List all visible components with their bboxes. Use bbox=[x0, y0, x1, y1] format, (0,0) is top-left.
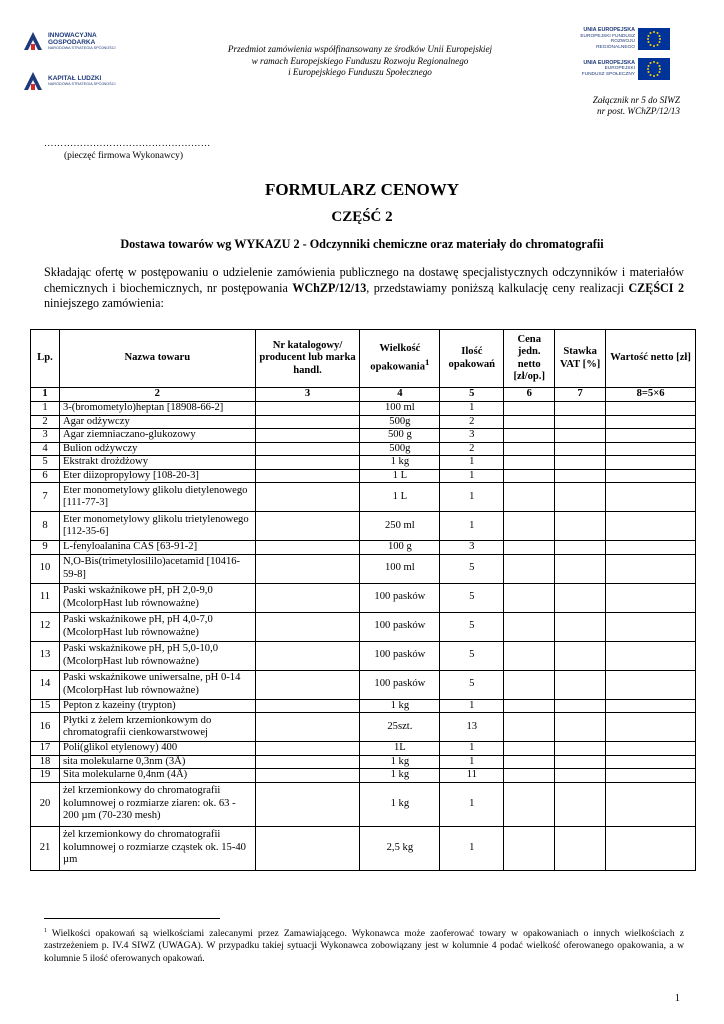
col-num-6: 6 bbox=[504, 388, 555, 402]
row-size: 1 kg bbox=[360, 699, 440, 713]
row-lp: 15 bbox=[31, 699, 60, 713]
row-name: N,O-Bis(trimetylosililo)acetamid [10416-59-8] bbox=[59, 554, 255, 583]
document-subject: Dostawa towarów wg WYKAZU 2 - Odczynniki chemiczne oraz materiały do chromatografii bbox=[120, 237, 604, 251]
row-qty: 1 bbox=[440, 826, 504, 870]
row-lp: 6 bbox=[31, 469, 60, 483]
row-lp: 14 bbox=[31, 670, 60, 699]
row-value[interactable] bbox=[606, 670, 696, 699]
row-vat[interactable] bbox=[555, 826, 606, 870]
row-vat[interactable] bbox=[555, 769, 606, 783]
row-lp: 2 bbox=[31, 415, 60, 429]
row-value[interactable] bbox=[606, 415, 696, 429]
ig-line1: INNOWACYJNA bbox=[48, 31, 97, 39]
row-lp: 4 bbox=[31, 442, 60, 456]
row-lp: 9 bbox=[31, 541, 60, 555]
footnote-mark: 1 bbox=[44, 928, 47, 934]
cofinancing-header bbox=[200, 44, 520, 79]
row-size: 100 g bbox=[360, 541, 440, 555]
row-price[interactable] bbox=[504, 512, 555, 541]
row-qty: 11 bbox=[440, 769, 504, 783]
table-row bbox=[31, 554, 696, 583]
row-catalog[interactable] bbox=[255, 583, 360, 612]
row-price[interactable] bbox=[504, 483, 555, 512]
table-row bbox=[31, 612, 696, 641]
row-size: 100 ml bbox=[360, 554, 440, 583]
table-row bbox=[31, 512, 696, 541]
row-value[interactable] bbox=[606, 512, 696, 541]
row-vat[interactable] bbox=[555, 583, 606, 612]
row-qty: 5 bbox=[440, 554, 504, 583]
row-value[interactable] bbox=[606, 826, 696, 870]
header-line2: w ramach Europejskiego Funduszu Rozwoju Regionalnego bbox=[251, 55, 469, 66]
logo-eu-efrr bbox=[560, 28, 670, 50]
row-qty: 1 bbox=[440, 512, 504, 541]
table-row bbox=[31, 483, 696, 512]
row-size: 2,5 kg bbox=[360, 826, 440, 870]
row-catalog[interactable] bbox=[255, 512, 360, 541]
row-value[interactable] bbox=[606, 541, 696, 555]
row-lp: 13 bbox=[31, 641, 60, 670]
row-vat[interactable] bbox=[555, 541, 606, 555]
document-subtitle: CZĘŚĆ 2 bbox=[331, 209, 393, 225]
table-row bbox=[31, 469, 696, 483]
row-qty: 3 bbox=[440, 429, 504, 443]
annex-line1: Załącznik nr 5 do SIWZ bbox=[592, 95, 680, 105]
col-num-1: 1 bbox=[31, 388, 60, 402]
eu-flag-icon bbox=[638, 58, 670, 80]
row-size: 1 kg bbox=[360, 769, 440, 783]
row-name: żel krzemionkowy do chromatografii kolumnowej o rozmiarze ziaren: ok. 63 - 200 µm (70-230 mesh) bbox=[59, 782, 255, 826]
row-catalog[interactable] bbox=[255, 742, 360, 756]
row-qty: 2 bbox=[440, 415, 504, 429]
row-qty: 3 bbox=[440, 541, 504, 555]
row-size: 500g bbox=[360, 415, 440, 429]
table-row bbox=[31, 699, 696, 713]
eu2-line3: FUNDUSZ SPOŁECZNY bbox=[581, 71, 635, 77]
table-row bbox=[31, 541, 696, 555]
table-row bbox=[31, 769, 696, 783]
row-vat[interactable] bbox=[555, 699, 606, 713]
row-name: Paski wskaźnikowe uniwersalne, pH 0-14 (McolorpHast lub równoważne) bbox=[59, 670, 255, 699]
row-name: Ekstrakt drożdżowy bbox=[59, 456, 255, 470]
row-catalog[interactable] bbox=[255, 755, 360, 769]
intro-paragraph bbox=[44, 265, 684, 312]
table-row bbox=[31, 641, 696, 670]
row-size: 100 pasków bbox=[360, 612, 440, 641]
row-price[interactable] bbox=[504, 583, 555, 612]
row-name: Paski wskaźnikowe pH, pH 5,0-10,0 (McolorpHast lub równoważne) bbox=[59, 641, 255, 670]
header-price: Cena jedn. netto [zł/op.] bbox=[504, 330, 555, 388]
row-catalog[interactable] bbox=[255, 402, 360, 416]
row-catalog[interactable] bbox=[255, 541, 360, 555]
row-value[interactable] bbox=[606, 469, 696, 483]
col-num-4: 4 bbox=[360, 388, 440, 402]
row-vat[interactable] bbox=[555, 469, 606, 483]
row-catalog[interactable] bbox=[255, 429, 360, 443]
row-qty: 1 bbox=[440, 402, 504, 416]
row-catalog[interactable] bbox=[255, 612, 360, 641]
col-num-8: 8=5×6 bbox=[606, 388, 696, 402]
row-name: Eter monometylowy glikolu trietylenowego [112-35-6] bbox=[59, 512, 255, 541]
row-qty: 5 bbox=[440, 641, 504, 670]
row-qty: 1 bbox=[440, 456, 504, 470]
row-price[interactable] bbox=[504, 429, 555, 443]
row-value[interactable] bbox=[606, 429, 696, 443]
row-lp: 17 bbox=[31, 742, 60, 756]
row-vat[interactable] bbox=[555, 415, 606, 429]
row-price[interactable] bbox=[504, 713, 555, 742]
row-catalog[interactable] bbox=[255, 826, 360, 870]
row-price[interactable] bbox=[504, 769, 555, 783]
row-lp: 21 bbox=[31, 826, 60, 870]
row-lp: 19 bbox=[31, 769, 60, 783]
table-row bbox=[31, 782, 696, 826]
eu-flag-icon bbox=[638, 28, 670, 50]
row-vat[interactable] bbox=[555, 483, 606, 512]
row-vat[interactable] bbox=[555, 512, 606, 541]
header-lp: Lp. bbox=[31, 330, 60, 388]
row-catalog[interactable] bbox=[255, 769, 360, 783]
row-name: Pepton z kazeiny (trypton) bbox=[59, 699, 255, 713]
row-name: Poli(glikol etylenowy) 400 bbox=[59, 742, 255, 756]
row-vat[interactable] bbox=[555, 713, 606, 742]
row-size: 250 ml bbox=[360, 512, 440, 541]
row-catalog[interactable] bbox=[255, 670, 360, 699]
intro-part2: , przedstawiamy poniższą kalkulację ceny realizacji bbox=[366, 280, 629, 295]
row-name: L-fenyloalanina CAS [63-91-2] bbox=[59, 541, 255, 555]
row-value[interactable] bbox=[606, 769, 696, 783]
row-name: Agar odżywczy bbox=[59, 415, 255, 429]
row-price[interactable] bbox=[504, 742, 555, 756]
eu1-line2: EUROPEJSKI FUNDUSZ bbox=[580, 33, 635, 39]
row-price[interactable] bbox=[504, 442, 555, 456]
row-value[interactable] bbox=[606, 713, 696, 742]
annex-line2: nr post. WChZP/12/13 bbox=[597, 106, 680, 116]
row-size: 1 kg bbox=[360, 782, 440, 826]
row-catalog[interactable] bbox=[255, 483, 360, 512]
row-qty: 13 bbox=[440, 713, 504, 742]
row-price[interactable] bbox=[504, 554, 555, 583]
intro-bold2: CZĘŚCI 2 bbox=[628, 280, 685, 295]
row-price[interactable] bbox=[504, 612, 555, 641]
document-title: FORMULARZ CENOWY bbox=[264, 180, 460, 199]
row-lp: 18 bbox=[31, 755, 60, 769]
intro-bold1: WChZP/12/13 bbox=[292, 280, 367, 295]
row-qty: 5 bbox=[440, 583, 504, 612]
ig-line2: GOSPODARKA bbox=[48, 38, 96, 46]
header-line3: i Europejskiego Funduszu Społecznego bbox=[288, 67, 432, 77]
row-catalog[interactable] bbox=[255, 469, 360, 483]
intro-part1: Składając ofertę w postępowaniu o udzielenie zamówienia publicznego na dostawę specjalistycznych odczynników i materiałów chemicznych i biochemicznych, nr postępowania bbox=[44, 265, 684, 295]
row-qty: 1 bbox=[440, 742, 504, 756]
row-name: Paski wskaźnikowe pH, pH 4,0-7,0 (McolorpHast lub równoważne) bbox=[59, 612, 255, 641]
row-value[interactable] bbox=[606, 442, 696, 456]
row-value[interactable] bbox=[606, 483, 696, 512]
row-name: Bulion odżywczy bbox=[59, 442, 255, 456]
row-value[interactable] bbox=[606, 554, 696, 583]
eu2-title: UNIA EUROPEJSKA bbox=[583, 59, 635, 66]
price-table bbox=[30, 329, 696, 871]
eu1-line3: ROZWOJU REGIONALNEGO bbox=[596, 39, 635, 50]
column-number-row bbox=[31, 388, 696, 402]
row-catalog[interactable] bbox=[255, 641, 360, 670]
header-qty: Ilość opakowań bbox=[440, 330, 504, 388]
row-qty: 1 bbox=[440, 755, 504, 769]
row-lp: 16 bbox=[31, 713, 60, 742]
row-lp: 3 bbox=[31, 429, 60, 443]
row-lp: 7 bbox=[31, 483, 60, 512]
row-value[interactable] bbox=[606, 583, 696, 612]
row-size: 25szt. bbox=[360, 713, 440, 742]
table-row bbox=[31, 713, 696, 742]
row-name: Sita molekularne 0,4nm (4Å) bbox=[59, 769, 255, 783]
footnote bbox=[44, 925, 684, 965]
row-vat[interactable] bbox=[555, 755, 606, 769]
row-price[interactable] bbox=[504, 402, 555, 416]
row-value[interactable] bbox=[606, 612, 696, 641]
row-size: 100 pasków bbox=[360, 641, 440, 670]
row-size: 100 pasków bbox=[360, 670, 440, 699]
row-lp: 8 bbox=[31, 512, 60, 541]
row-name: 3-(bromometylo)heptan [18908-66-2] bbox=[59, 402, 255, 416]
table-row bbox=[31, 670, 696, 699]
row-size: 100 pasków bbox=[360, 583, 440, 612]
footnote-ref: 1 bbox=[425, 356, 430, 367]
row-qty: 1 bbox=[440, 483, 504, 512]
kl-logo-icon bbox=[22, 70, 44, 92]
row-lp: 5 bbox=[31, 456, 60, 470]
row-size: 1 L bbox=[360, 469, 440, 483]
row-vat[interactable] bbox=[555, 670, 606, 699]
row-vat[interactable] bbox=[555, 742, 606, 756]
row-lp: 12 bbox=[31, 612, 60, 641]
header-catalog: Nr katalogowy/ producent lub marka handl. bbox=[255, 330, 360, 388]
row-price[interactable] bbox=[504, 641, 555, 670]
row-qty: 2 bbox=[440, 442, 504, 456]
col-num-2: 2 bbox=[59, 388, 255, 402]
col-num-5: 5 bbox=[440, 388, 504, 402]
row-price[interactable] bbox=[504, 541, 555, 555]
row-vat[interactable] bbox=[555, 554, 606, 583]
eu1-title: UNIA EUROPEJSKA bbox=[583, 27, 635, 33]
row-name: Paski wskaźnikowe pH, pH 2,0-9,0 (McolorpHast lub równoważne) bbox=[59, 583, 255, 612]
row-value[interactable] bbox=[606, 742, 696, 756]
row-size: 500g bbox=[360, 442, 440, 456]
logo-eu-efs bbox=[560, 58, 670, 80]
row-size: 1 kg bbox=[360, 456, 440, 470]
row-vat[interactable] bbox=[555, 442, 606, 456]
row-qty: 5 bbox=[440, 612, 504, 641]
annex-reference bbox=[593, 95, 680, 117]
row-lp: 11 bbox=[31, 583, 60, 612]
row-name: Płytki z żelem krzemionkowym do chromatografii cienkowarstwowej bbox=[59, 713, 255, 742]
row-value[interactable] bbox=[606, 755, 696, 769]
header-name: Nazwa towaru bbox=[59, 330, 255, 388]
row-catalog[interactable] bbox=[255, 456, 360, 470]
row-lp: 1 bbox=[31, 402, 60, 416]
row-lp: 10 bbox=[31, 554, 60, 583]
row-name: sita molekularne 0,3nm (3Å) bbox=[59, 755, 255, 769]
eu2-line2: EUROPEJSKI bbox=[604, 66, 635, 72]
row-price[interactable] bbox=[504, 415, 555, 429]
table-row bbox=[31, 742, 696, 756]
stamp-label: (pieczęć firmowa Wykonawcy) bbox=[64, 151, 184, 161]
row-name: Agar ziemniaczano-glukozowy bbox=[59, 429, 255, 443]
table-row bbox=[31, 456, 696, 470]
row-value[interactable] bbox=[606, 456, 696, 470]
row-catalog[interactable] bbox=[255, 415, 360, 429]
table-row bbox=[31, 429, 696, 443]
header-size bbox=[360, 330, 440, 388]
row-price[interactable] bbox=[504, 826, 555, 870]
row-lp: 20 bbox=[31, 782, 60, 826]
table-row bbox=[31, 826, 696, 870]
ig-sub: NARODOWA STRATEGIA SPÓJNOŚCI bbox=[48, 45, 116, 50]
intro-part3: niniejszego zamówienia: bbox=[44, 296, 164, 310]
row-name: żel krzemionkowy do chromatografii kolumnowej o rozmiarze cząstek ok. 15-40 µm bbox=[59, 826, 255, 870]
row-vat[interactable] bbox=[555, 456, 606, 470]
row-value[interactable] bbox=[606, 699, 696, 713]
row-vat[interactable] bbox=[555, 612, 606, 641]
table-row bbox=[31, 402, 696, 416]
col-num-7: 7 bbox=[555, 388, 606, 402]
stamp-dots: …………………………………………… bbox=[44, 139, 211, 149]
logo-kapital-ludzki bbox=[22, 68, 132, 94]
row-value[interactable] bbox=[606, 641, 696, 670]
kl-sub: NARODOWA STRATEGIA SPÓJNOŚCI bbox=[48, 82, 116, 86]
row-price[interactable] bbox=[504, 456, 555, 470]
row-qty: 1 bbox=[440, 782, 504, 826]
row-vat[interactable] bbox=[555, 641, 606, 670]
row-name: Eter diizopropylowy [108-20-3] bbox=[59, 469, 255, 483]
row-price[interactable] bbox=[504, 782, 555, 826]
footnote-separator bbox=[44, 918, 220, 919]
table-header-row bbox=[31, 330, 696, 388]
company-stamp-field bbox=[44, 138, 211, 162]
row-size: 1L bbox=[360, 742, 440, 756]
row-size: 1 kg bbox=[360, 755, 440, 769]
row-value[interactable] bbox=[606, 402, 696, 416]
row-name: Eter monometylowy glikolu dietylenowego [111-77-3] bbox=[59, 483, 255, 512]
table-row bbox=[31, 415, 696, 429]
row-value[interactable] bbox=[606, 782, 696, 826]
header-size-text: Wielkość opakowania bbox=[370, 343, 426, 373]
col-num-3: 3 bbox=[255, 388, 360, 402]
row-catalog[interactable] bbox=[255, 442, 360, 456]
row-catalog[interactable] bbox=[255, 782, 360, 826]
logos-left bbox=[22, 28, 132, 94]
header-line1: Przedmiot zamówienia współfinansowany ze środków Unii Europejskiej bbox=[227, 44, 493, 54]
row-size: 500 g bbox=[360, 429, 440, 443]
table-row bbox=[31, 442, 696, 456]
table-row bbox=[31, 755, 696, 769]
row-size: 100 ml bbox=[360, 402, 440, 416]
row-qty: 1 bbox=[440, 699, 504, 713]
row-price[interactable] bbox=[504, 670, 555, 699]
footnote-text: Wielkości opakowań są wielkościami zalecanymi przez Zamawiającego. Wykonawca może zaoferować towary w opakowaniach o innych wielkościach z zastrzeżeniem p. IV.4 SIWZ (UWAGA). W przypadku takiej sytuacji Wykonawca zobowiązany jest w kolumnie 4 podać wielkość oferowanego opakowania, a w kolumnie 5 ilość oferowanych opakowań. bbox=[44, 928, 684, 964]
row-vat[interactable] bbox=[555, 429, 606, 443]
kl-line1: KAPITAŁ LUDZKI bbox=[48, 75, 102, 82]
table-row bbox=[31, 583, 696, 612]
row-vat[interactable] bbox=[555, 402, 606, 416]
row-price[interactable] bbox=[504, 469, 555, 483]
row-price[interactable] bbox=[504, 755, 555, 769]
row-size: 1 L bbox=[360, 483, 440, 512]
header-value: Wartość netto [zł] bbox=[606, 330, 696, 388]
page-number: 1 bbox=[674, 993, 680, 1004]
row-catalog[interactable] bbox=[255, 554, 360, 583]
header-vat: Stawka VAT [%] bbox=[555, 330, 606, 388]
logo-innowacyjna-gospodarka bbox=[22, 28, 132, 54]
row-catalog[interactable] bbox=[255, 699, 360, 713]
ig-logo-icon bbox=[22, 30, 44, 52]
row-price[interactable] bbox=[504, 699, 555, 713]
row-qty: 1 bbox=[440, 469, 504, 483]
row-qty: 5 bbox=[440, 670, 504, 699]
row-catalog[interactable] bbox=[255, 713, 360, 742]
row-vat[interactable] bbox=[555, 782, 606, 826]
